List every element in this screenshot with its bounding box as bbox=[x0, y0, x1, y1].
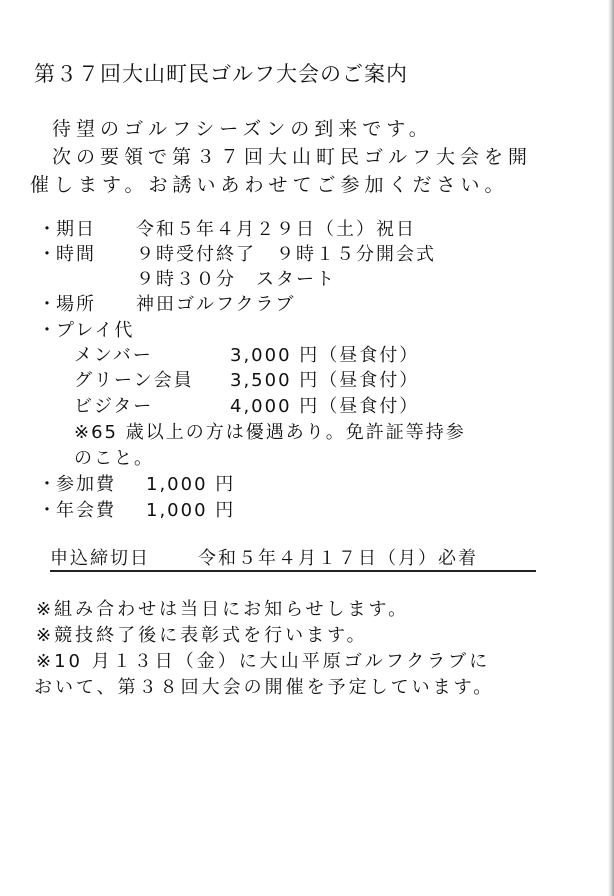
closing-note-line: ※競技終了後に表彰式を行います。 bbox=[36, 625, 368, 646]
place-label: 場所 bbox=[56, 294, 96, 315]
fee-price: 4,000 円（昼食付） bbox=[230, 396, 420, 417]
page-edge-shadow bbox=[608, 0, 614, 896]
annual-fee-value: 1,000 円 bbox=[146, 500, 236, 521]
intro-line: 次の要領で第３７回大山町民ゴルフ大会を開 bbox=[52, 146, 533, 168]
senior-note-line: のこと。 bbox=[74, 448, 154, 469]
deadline-underline bbox=[50, 570, 536, 572]
bullet-mark: ・ bbox=[38, 244, 58, 265]
place-value: 神田ゴルフクラブ bbox=[136, 294, 296, 315]
deadline-label: 申込締切日 bbox=[50, 548, 150, 569]
bullet-mark: ・ bbox=[38, 294, 58, 315]
entry-fee-label: 参加費 bbox=[56, 474, 116, 495]
senior-note-line: ※65 歳以上の方は優遇あり。免許証等持参 bbox=[74, 422, 466, 443]
time-label: 時間 bbox=[56, 244, 96, 265]
closing-note-line: ※組み合わせは当日にお知らせします。 bbox=[36, 599, 410, 620]
fee-category: ビジター bbox=[74, 396, 154, 417]
fee-price: 3,500 円（昼食付） bbox=[230, 370, 420, 391]
annual-fee-label: 年会費 bbox=[56, 500, 116, 521]
deadline-value: 令和５年４月１７日（月）必着 bbox=[198, 548, 478, 569]
time-value-continued: ９時３０分 スタート bbox=[136, 269, 336, 290]
play-fee-label: プレイ代 bbox=[56, 320, 135, 341]
document-title: 第３７回大山町民ゴルフ大会のご案内 bbox=[34, 62, 408, 86]
intro-line: 催します。お誘いあわせてご参加ください。 bbox=[30, 174, 509, 196]
bullet-mark: ・ bbox=[38, 219, 58, 240]
application-deadline bbox=[50, 544, 478, 570]
fee-category: メンバー bbox=[74, 345, 153, 366]
closing-notes bbox=[36, 597, 494, 701]
date-value: 令和５年４月２９日（土）祝日 bbox=[136, 219, 416, 240]
closing-note-line: ※10 月１３日（金）に大山平原ゴルフクラブに bbox=[36, 651, 491, 672]
entry-fee-value: 1,000 円 bbox=[146, 474, 236, 495]
time-value: ９時受付終了 ９時１５分開会式 bbox=[136, 244, 436, 265]
bullet-mark: ・ bbox=[38, 320, 58, 341]
fee-category: グリーン会員 bbox=[74, 370, 194, 391]
bullet-mark: ・ bbox=[38, 474, 58, 495]
intro-line: 待望のゴルフシーズンの到来です。 bbox=[52, 118, 433, 140]
fee-price: 3,000 円（昼食付） bbox=[230, 345, 420, 366]
intro-paragraph bbox=[30, 115, 532, 199]
date-label: 期日 bbox=[56, 219, 96, 240]
bullet-mark: ・ bbox=[38, 500, 58, 521]
closing-note-line: おいて、第３８回大会の開催を予定しています。 bbox=[34, 677, 495, 698]
